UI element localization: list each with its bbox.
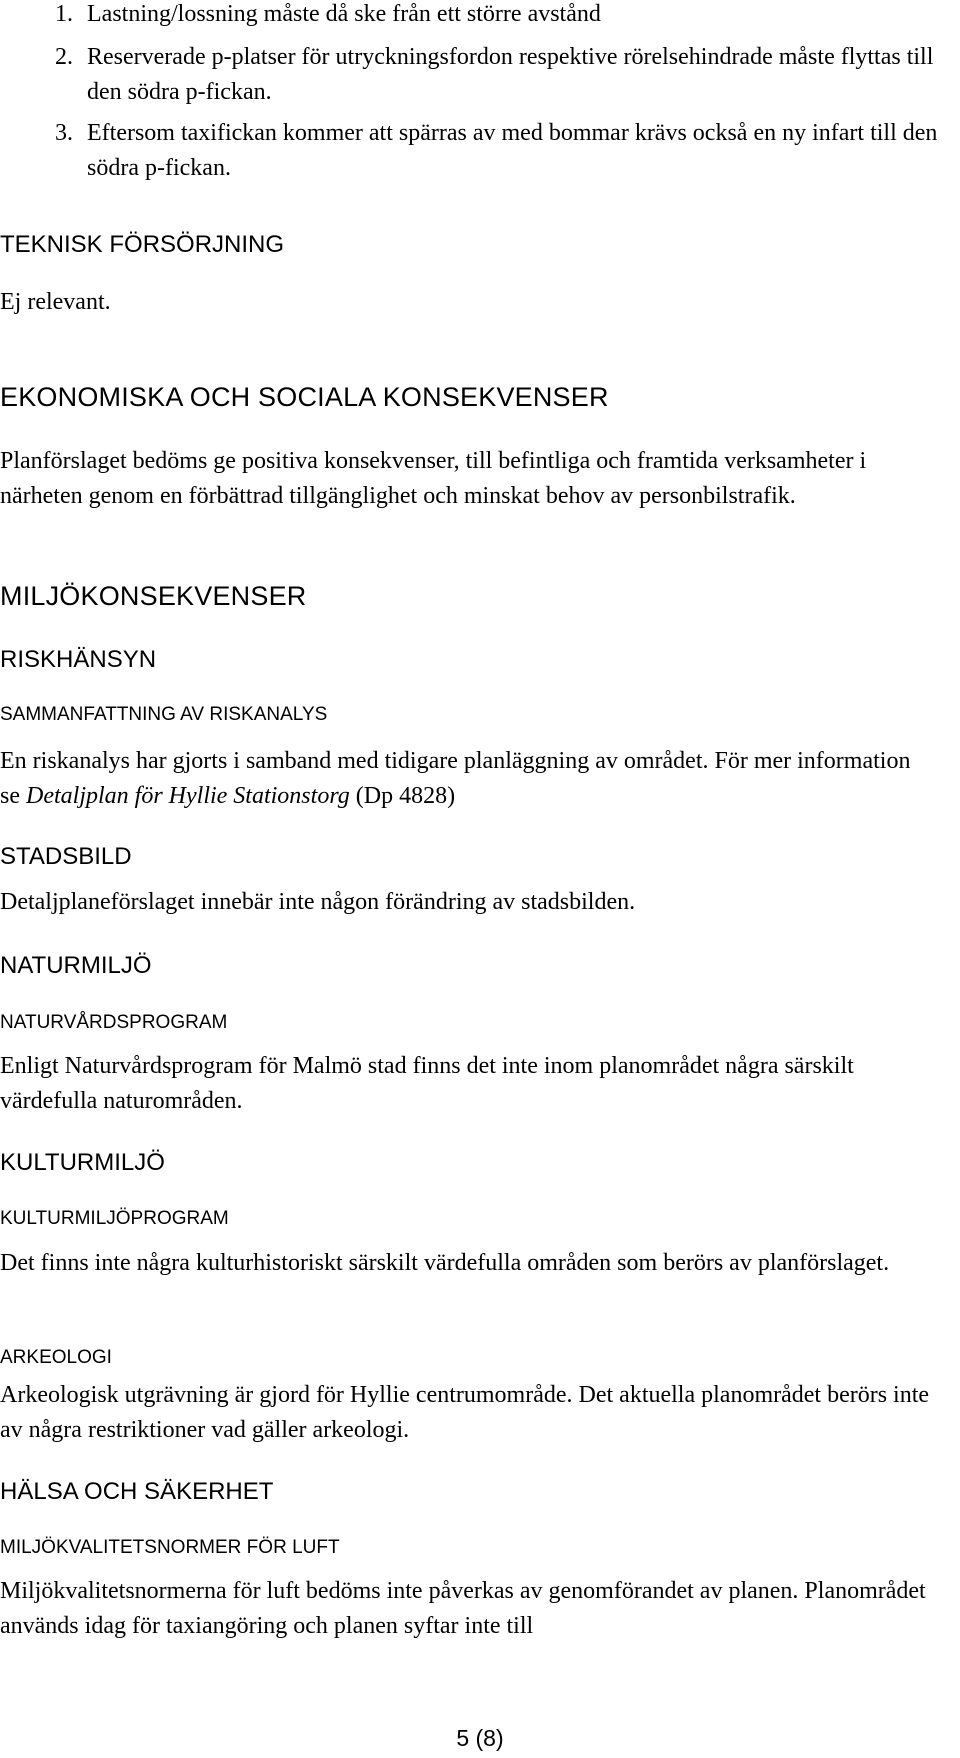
paragraph-arkeologi: Arkeologisk utgrävning är gjord för Hyllie centrumområde. Det aktuella planområdet berörs inte av några restriktioner vad gäller arkeologi. xyxy=(0,1382,930,1443)
heading-naturmiljo: NATURMILJÖ xyxy=(0,952,152,979)
heading-riskhansyn: RISKHÄNSYN xyxy=(0,646,157,673)
heading-arkeologi: ARKEOLOGI xyxy=(0,1347,112,1368)
list-item-text: Reserverade p-platser för utryckningsfordon respektive rörelsehindrade måste flyttas till den södra p-fickan. xyxy=(87,44,934,105)
paragraph-naturvardsprogram: Enligt Naturvårdsprogram för Malmö stad finns det inte inom planområdet några särskilt värdefulla naturområden. xyxy=(0,1053,854,1114)
riskanalys-reference: Detaljplan för Hyllie Stationstorg xyxy=(26,783,350,809)
list-item xyxy=(0,116,947,186)
heading-ekonomiska-konsekvenser: EKONOMISKA OCH SOCIALA KONSEKVENSER xyxy=(0,382,609,412)
list-item xyxy=(0,0,947,32)
paragraph-riskanalys xyxy=(0,744,935,814)
paragraph-ekonomiska-konsekvenser: Planförslaget bedöms ge positiva konsekvenser, till befintliga och framtida verksamheter i närheten genom en förbättrad tillgänglighet och minskat behov av personbilstrafik. xyxy=(0,448,867,509)
heading-teknisk-forsorjning: TEKNISK FÖRSÖRJNING xyxy=(0,231,285,258)
paragraph-miljokvalitetsnormer-luft: Miljökvalitetsnormerna för luft bedöms inte påverkas av genomförandet av planen. Planområdet används idag för taxiangöring och planen syftar inte till xyxy=(0,1578,926,1639)
heading-naturvardsprogram: NATURVÅRDSPROGRAM xyxy=(0,1012,228,1033)
list-item-text: Eftersom taxifickan kommer att spärras av med bommar krävs också en ny infart till den södra p-fickan. xyxy=(87,120,938,181)
riskanalys-reference-number: (Dp 4828) xyxy=(349,783,456,809)
page-footer xyxy=(0,1724,960,1752)
list-item-number: 1. xyxy=(55,1,73,27)
list-item-number: 3. xyxy=(55,120,73,146)
page-number: 5 (8) xyxy=(456,1725,504,1751)
list-item-text: Lastning/lossning måste då ske från ett större avstånd xyxy=(87,1,601,27)
heading-sammanfattning-riskanalys: SAMMANFATTNING AV RISKANALYS xyxy=(0,704,328,725)
riskanalys-text: En riskanalys har gjorts i samband med tidigare planläggning av området. För mer information se xyxy=(0,748,911,809)
list-item-number: 2. xyxy=(55,44,73,70)
heading-miljokonsekvenser: MILJÖKONSEKVENSER xyxy=(0,581,307,611)
list-item xyxy=(0,40,947,110)
heading-halsa-och-sakerhet: HÄLSA OCH SÄKERHET xyxy=(0,1478,274,1505)
heading-stadsbild: STADSBILD xyxy=(0,843,132,870)
heading-kulturmiljoprogram: KULTURMILJÖPROGRAM xyxy=(0,1208,229,1229)
paragraph-kulturmiljoprogram: Det finns inte några kulturhistoriskt särskilt värdefulla områden som berörs av planförslaget. xyxy=(0,1250,890,1276)
heading-kulturmiljo: KULTURMILJÖ xyxy=(0,1149,165,1176)
paragraph-stadsbild: Detaljplaneförslaget innebär inte någon förändring av stadsbilden. xyxy=(0,889,636,915)
paragraph-teknisk-forsorjning: Ej relevant. xyxy=(0,289,111,315)
heading-miljokvalitetsnormer-luft: MILJÖKVALITETSNORMER FÖR LUFT xyxy=(0,1537,340,1558)
